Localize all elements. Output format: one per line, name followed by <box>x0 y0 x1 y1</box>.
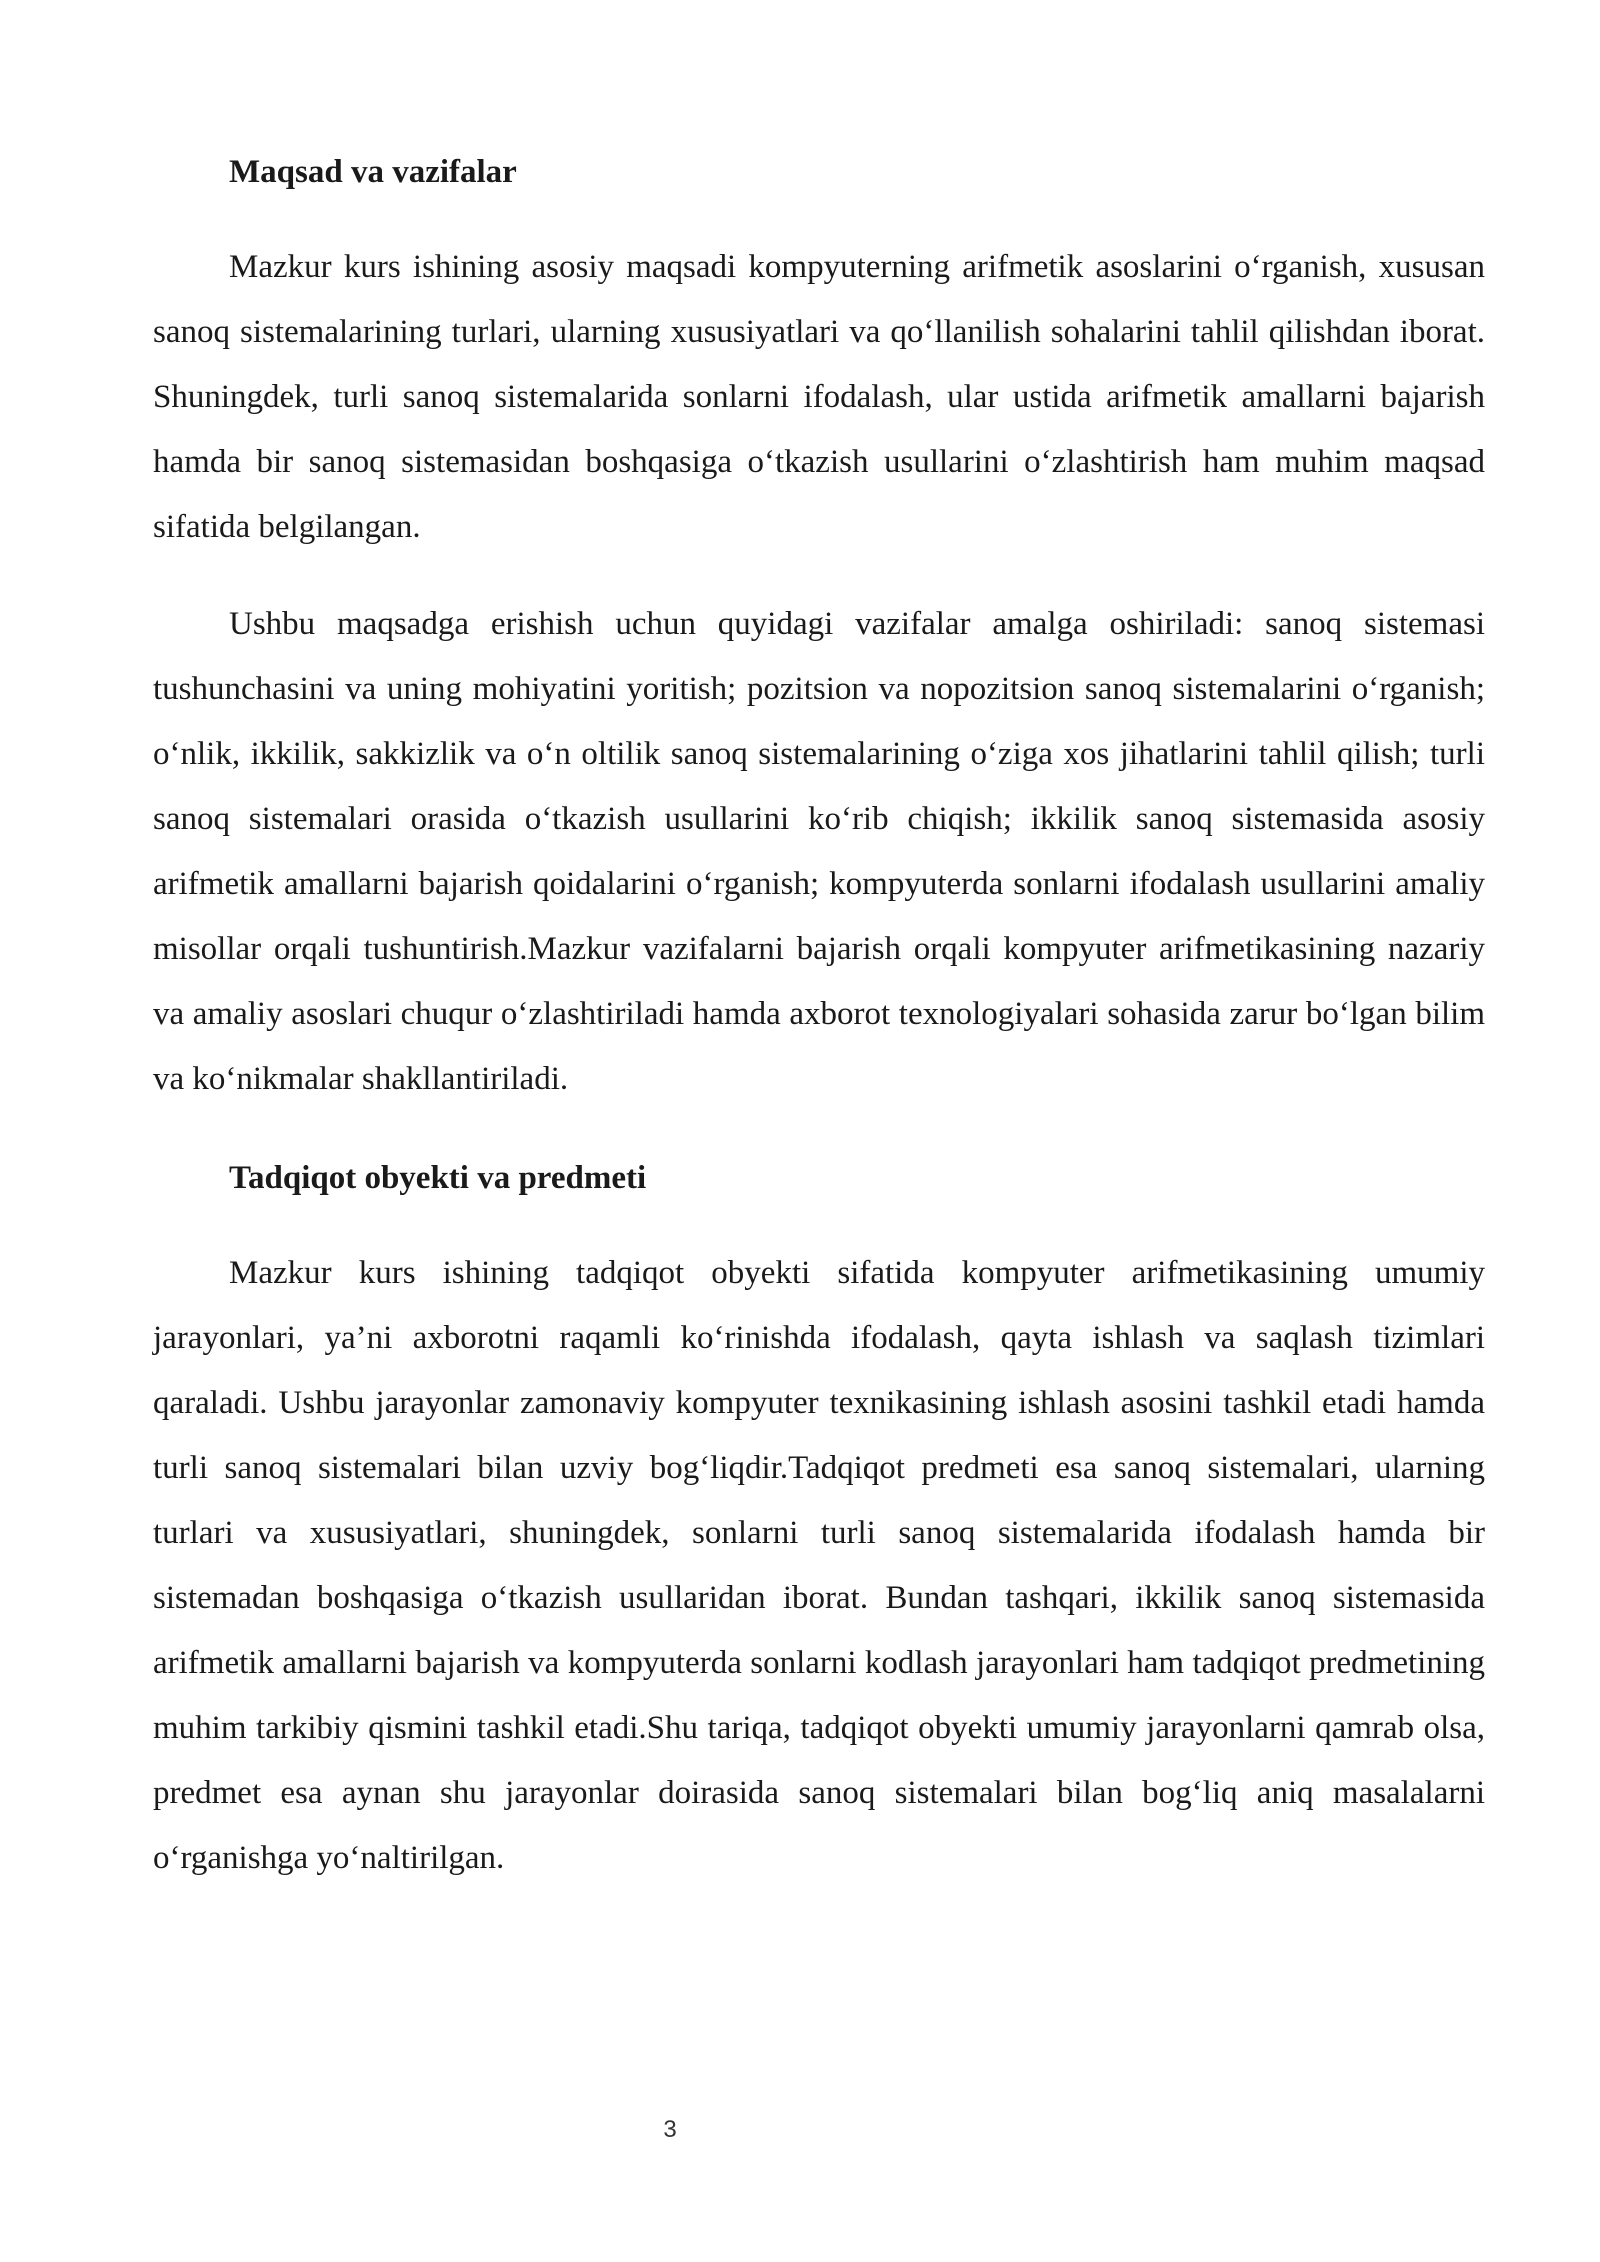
section-heading-object-subject: Tadqiqot obyekti va predmeti <box>229 1160 647 1196</box>
paragraph-tasks: Ushbu maqsadga erishish uchun quyidagi vazifalar amalga oshiriladi: sanoq sistemasi tushunchasini va uning mohiyatini yoritish; pozitsion va nopozitsion sanoq sistemalarini o‘rganish; o‘nlik, ikkilik, sakkizlik va o‘n oltilik sanoq sistemalarining o‘ziga xos jihatlarini tahlil qilish; turli sanoq sistemalari orasida o‘tkazish usullarini ko‘rib chiqish; ikkilik sanoq sistemasida asosiy arifmetik amallarni bajarish qoidalarini o‘rganish; kompyuterda sonlarni ifodalash usullarini amaliy misollar orqali tushuntirish.Mazkur vazifalarni bajarish orqali kompyuter arifmetikasining nazariy va amaliy asoslari chuqur o‘zlashtiriladi hamda axborot texnologiyalari sohasida zarur bo‘lgan bilim va ko‘nikmalar shakllantiriladi. <box>153 606 1485 1097</box>
document-page <box>153 130 1485 1891</box>
section-heading-goals: Maqsad va vazifalar <box>229 154 517 190</box>
paragraph-goal: Mazkur kurs ishining asosiy maqsadi kompyuterning arifmetik asoslarini o‘rganish, xususan sanoq sistemalarining turlari, ularning xususiyatlari va qo‘llanilish sohalarini tahlil qilishdan iborat. Shuningdek, turli sanoq sistemalarida sonlarni ifodalash, ular ustida arifmetik amallarni bajarish hamda bir sanoq sistemasidan boshqasiga o‘tkazish usullarini o‘zlashtirish ham muhim maqsad sifatida belgilangan. <box>153 249 1485 545</box>
paragraph-object-subject: Mazkur kurs ishining tadqiqot obyekti sifatida kompyuter arifmetikasining umumiy jarayonlari, ya’ni axborotni raqamli ko‘rinishda ifodalash, qayta ishlash va saqlash tizimlari qaraladi. Ushbu jarayonlar zamonaviy kompyuter texnikasining ishlash asosini tashkil etadi hamda turli sanoq sistemalari bilan uzviy bog‘liqdir.Tadqiqot predmeti esa sanoq sistemalari, ularning turlari va xususiyatlari, shuningdek, sonlarni turli sanoq sistemalarida ifodalash hamda bir sistemadan boshqasiga o‘tkazish usullaridan iborat. Bundan tashqari, ikkilik sanoq sistemasida arifmetik amallarni bajarish va kompyuterda sonlarni kodlash jarayonlari ham tadqiqot predmetining muhim tarkibiy qismini tashkil etadi.Shu tariqa, tadqiqot obyekti umumiy jarayonlarni qamrab olsa, predmet esa aynan shu jarayonlar doirasida sanoq sistemalari bilan bog‘liq aniq masalalarni o‘rganishga yo‘naltirilgan. <box>153 1255 1485 1876</box>
page-number: 3 <box>663 2116 677 2143</box>
